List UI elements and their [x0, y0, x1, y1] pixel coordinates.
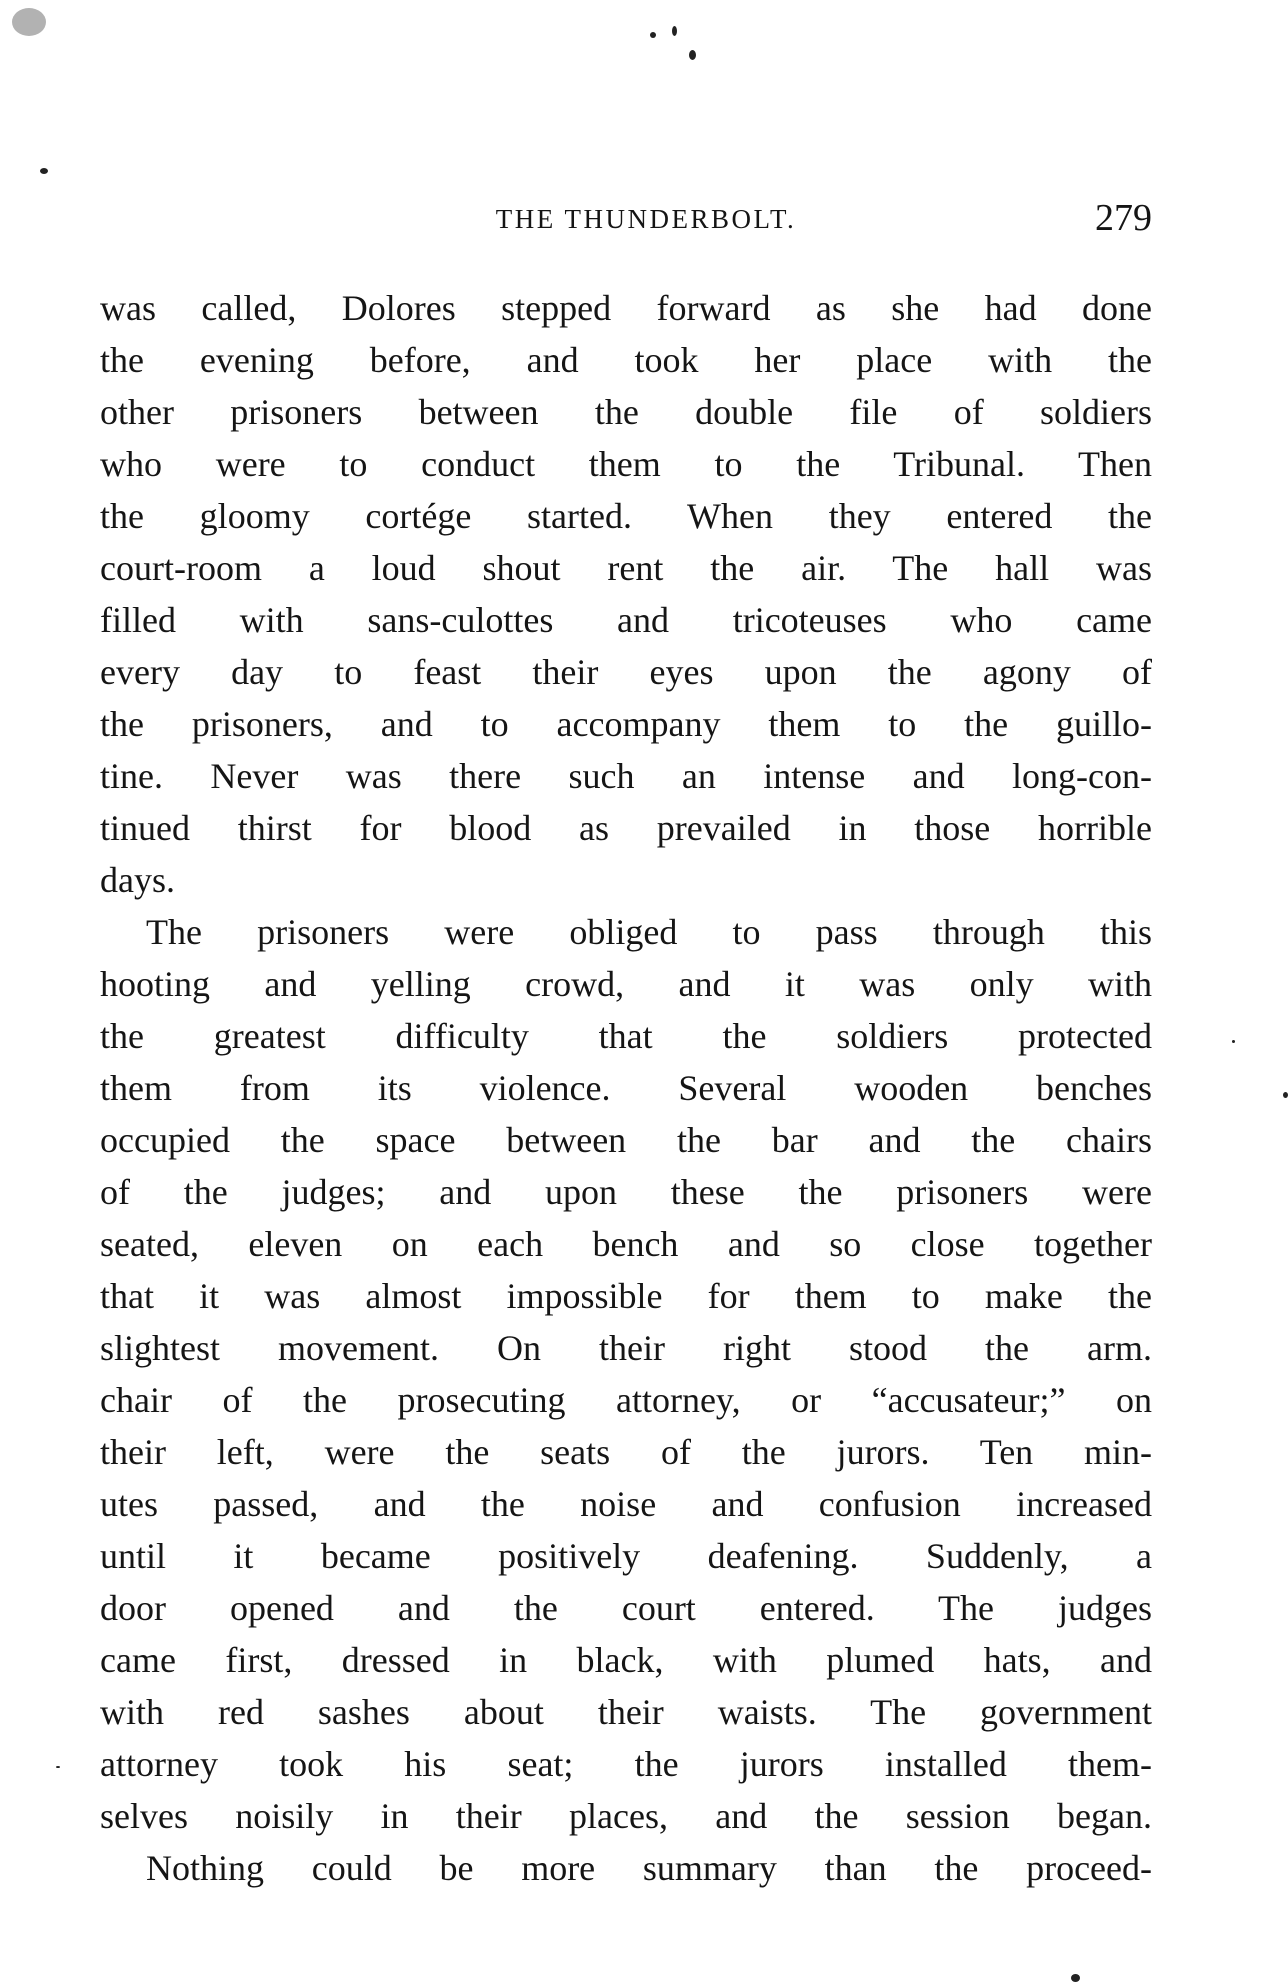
- text-line: who were to conduct them to the Tribunal. Then: [100, 444, 1152, 484]
- text-line: door opened and the court entered. The judges: [100, 1588, 1152, 1628]
- text-line: until it became positively deafening. Suddenly, a: [100, 1536, 1152, 1576]
- page-number: 279: [1095, 197, 1152, 239]
- scan-speck: [56, 1766, 60, 1768]
- text-line: seated, eleven on each bench and so close together: [100, 1224, 1152, 1264]
- running-title: THE THUNDERBOLT.: [495, 204, 797, 234]
- text-line: the evening before, and took her place with the: [100, 340, 1152, 380]
- scan-speck: [650, 32, 656, 38]
- text-line: days.: [100, 860, 175, 900]
- text-line: of the judges; and upon these the prisoners were: [100, 1172, 1152, 1212]
- body-text: [100, 282, 1152, 1894]
- text-line: the gloomy cortége started. When they entered the: [100, 496, 1152, 536]
- text-line: filled with sans-culottes and tricoteuses who came: [100, 600, 1152, 640]
- text-line: occupied the space between the bar and the chairs: [100, 1120, 1152, 1160]
- text-line: the prisoners, and to accompany them to the guillo-: [100, 704, 1152, 744]
- text-line: the greatest difficulty that the soldiers protected: [100, 1016, 1152, 1056]
- scan-speck: [1232, 1040, 1235, 1043]
- text-line: was called, Dolores stepped forward as she had done: [100, 288, 1152, 328]
- text-line: with red sashes about their waists. The government: [100, 1692, 1152, 1732]
- text-line: that it was almost impossible for them to make the: [100, 1276, 1152, 1316]
- text-line: court-room a loud shout rent the air. The hall was: [100, 548, 1152, 588]
- page-header: [100, 197, 1152, 248]
- text-line: came first, dressed in black, with plumed hats, and: [100, 1640, 1152, 1680]
- text-line: slightest movement. On their right stood the arm.: [100, 1328, 1152, 1368]
- text-line: utes passed, and the noise and confusion increased: [100, 1484, 1152, 1524]
- text-line: tinued thirst for blood as prevailed in those horrible: [100, 808, 1152, 848]
- scan-speck: [689, 50, 696, 60]
- text-line: tine. Never was there such an intense and long-con-: [100, 756, 1152, 796]
- text-line: them from its violence. Several wooden benches: [100, 1068, 1152, 1108]
- text-line: every day to feast their eyes upon the agony of: [100, 652, 1152, 692]
- scan-speck: [672, 26, 677, 36]
- scan-speck: [40, 168, 48, 174]
- scan-speck: [1283, 1092, 1288, 1098]
- text-line: selves noisily in their places, and the session began.: [100, 1796, 1152, 1836]
- text-line: attorney took his seat; the jurors installed them-: [100, 1744, 1152, 1784]
- scan-speck: [12, 8, 46, 36]
- text-line: their left, were the seats of the jurors. Ten min-: [100, 1432, 1152, 1472]
- text-line: chair of the prosecuting attorney, or “accusateur;” on: [100, 1380, 1152, 1420]
- text-line: The prisoners were obliged to pass through this: [146, 912, 1152, 952]
- scan-speck: [1071, 1974, 1080, 1982]
- text-line: other prisoners between the double file of soldiers: [100, 392, 1152, 432]
- text-line: hooting and yelling crowd, and it was only with: [100, 964, 1152, 1004]
- text-line: Nothing could be more summary than the proceed-: [146, 1848, 1152, 1888]
